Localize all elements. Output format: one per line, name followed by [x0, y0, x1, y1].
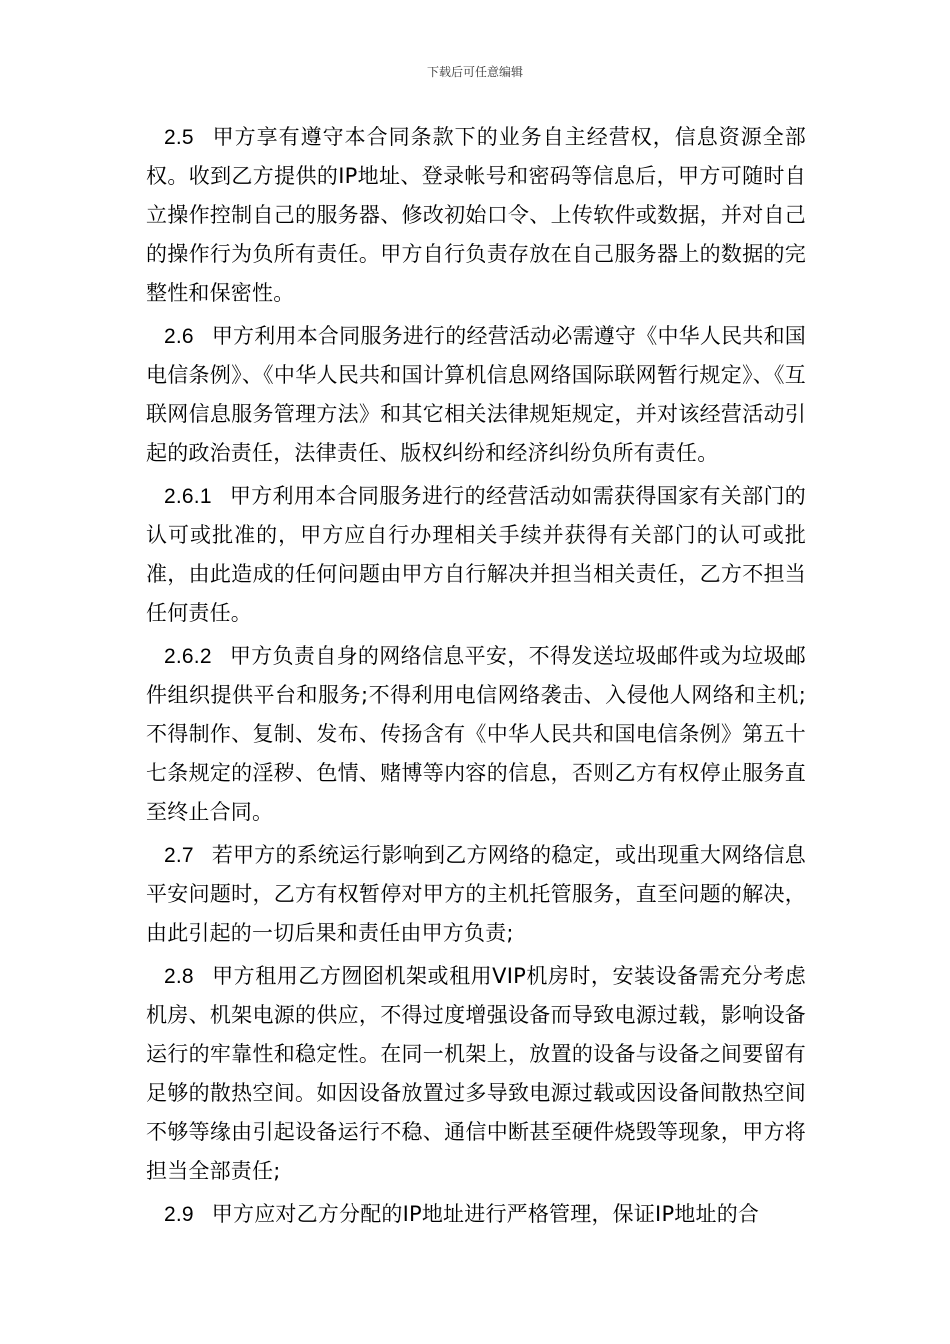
clause-2-7	[146, 836, 806, 953]
document-body	[146, 118, 806, 1238]
clause-number: 2.7	[164, 844, 194, 867]
clause-2-8	[146, 957, 806, 1191]
clause-number: 2.6.1	[164, 485, 212, 508]
clause-2-9	[146, 1195, 806, 1234]
clause-text: 甲方利用本合同服务进行的经营活动必需遵守《中华人民共和国电信条例》、《中华人民共和国计算机信息网络国际联网暂行规定》、《互联网信息服务管理方法》和其它相关法律规矩规定，并对该经营活动引起的政治责任，法律责任、版权纠纷和经济纠纷负所有责任。	[146, 324, 806, 465]
clause-2-6-1	[146, 477, 806, 633]
clause-number: 2.8	[164, 965, 194, 988]
clause-2-6-2	[146, 637, 806, 832]
clause-text: 甲方应对乙方分配的IP地址进行严格管理，保证IP地址的合	[211, 1202, 760, 1226]
clause-text: 甲方负责自身的网络信息平安，不得发送垃圾邮件或为垃圾邮件组织提供平台和服务;不得利用电信网络袭击、入侵他人网络和主机;不得制作、复制、发布、传扬含有《中华人民共和国电信条例》第五十七条规定的淫秽、色情、赌博等内容的信息，否则乙方有权停止服务直至终止合同。	[146, 644, 806, 824]
clause-number: 2.5	[164, 126, 194, 149]
clause-text: 甲方享有遵守本合同条款下的业务自主经营权，信息资源全部权。收到乙方提供的IP地址、登录帐号和密码等信息后，甲方可随时自立操作控制自己的服务器、修改初始口令、上传软件或数据，并对自己的操作行为负所有责任。甲方自行负责存放在自己服务器上的数据的完整性和保密性。	[146, 125, 806, 305]
clause-number: 2.6.2	[164, 645, 212, 668]
clause-number: 2.6	[164, 325, 194, 348]
clause-text: 甲方租用乙方囫囵机架或租用VIP机房时，安装设备需充分考虑机房、机架电源的供应，不得过度增强设备而导致电源过载，影响设备运行的牢靠性和稳定性。在同一机架上，放置的设备与设备之间要留有足够的散热空间。如因设备放置过多导致电源过载或因设备间散热空间不够等缘由引起设备运行不稳、通信中断甚至硬件烧毁等现象，甲方将担当全部责任;	[146, 964, 806, 1183]
clause-number: 2.9	[164, 1203, 194, 1226]
page-header: 下载后可任意编辑	[426, 65, 523, 79]
clause-text: 甲方利用本合同服务进行的经营活动如需获得国家有关部门的认可或批准的，甲方应自行办理相关手续并获得有关部门的认可或批准，由此造成的任何问题由甲方自行解决并担当相关责任，乙方不担当任何责任。	[146, 484, 806, 625]
clause-2-5	[146, 118, 806, 313]
clause-text: 若甲方的系统运行影响到乙方网络的稳定，或出现重大网络信息平安问题时，乙方有权暂停对甲方的主机托管服务，直至问题的解决，由此引起的一切后果和责任由甲方负责;	[146, 843, 806, 945]
clause-2-6	[146, 317, 806, 473]
